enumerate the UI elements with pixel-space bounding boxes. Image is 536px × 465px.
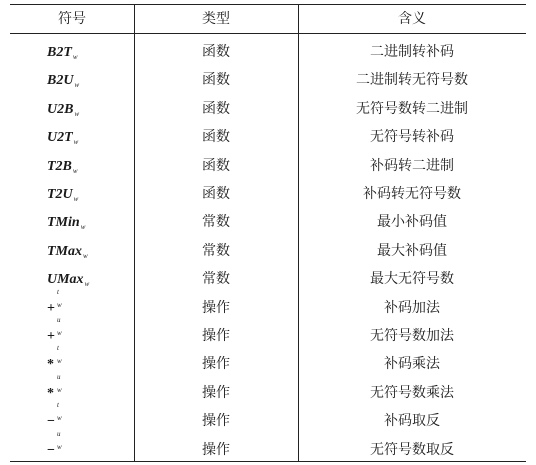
table-header <box>10 5 526 34</box>
table-row-symbol <box>10 344 134 378</box>
table-row-symbol <box>10 316 134 353</box>
table-row-type: 常数 <box>202 271 230 288</box>
operator-symbol <box>47 429 107 465</box>
table-row-symbol <box>10 265 134 293</box>
table-row-meaning: 二进制转无符号数 <box>356 72 468 89</box>
operator-base: − <box>47 442 55 458</box>
table-row-type: 函数 <box>202 72 230 89</box>
table-row-type: 函数 <box>202 44 230 60</box>
symbol-name: T2B <box>47 158 72 174</box>
table-row-meaning: 无符号数乘法 <box>370 384 454 401</box>
table-row-symbol <box>10 208 134 236</box>
operator-superscript: t <box>57 287 59 296</box>
symbol-subscript: w <box>84 280 90 289</box>
table-row-symbol <box>10 429 134 464</box>
operator-subscript: w <box>57 385 62 394</box>
operator-symbol <box>47 372 107 408</box>
operator-base: + <box>47 329 55 344</box>
symbol-name: TMax <box>47 243 82 259</box>
symbol-subscript: w <box>73 195 79 203</box>
operator-superscript: u <box>57 429 61 438</box>
operator-subscript: w <box>57 300 62 309</box>
operator-base: + <box>47 300 55 316</box>
operator-base: − <box>47 414 55 430</box>
symbol-name: U2T <box>47 130 73 146</box>
table-row-type: 操作 <box>202 328 230 344</box>
header-symbol: 符号 <box>58 11 86 27</box>
table-row-symbol <box>10 66 134 94</box>
table-row-meaning: 最小补码值 <box>377 214 447 231</box>
table-row-meaning: 补码转二进制 <box>370 157 454 174</box>
symbol-subscript: w <box>72 53 78 61</box>
table-row-symbol <box>10 372 134 410</box>
operator-symbol <box>47 401 107 436</box>
table-row-type: 操作 <box>202 299 230 316</box>
table-row-meaning: 最大补码值 <box>377 242 447 259</box>
table-row-type: 常数 <box>202 214 230 231</box>
operator-symbol <box>47 287 107 323</box>
operator-subscript: w <box>57 357 62 366</box>
symbol-name: U2B <box>47 101 74 117</box>
table-row-meaning: 补码乘法 <box>384 356 440 373</box>
symbol-subscript: w <box>80 223 86 232</box>
table-row-type: 操作 <box>202 413 230 430</box>
table-row-symbol <box>10 123 134 151</box>
table-row-meaning: 无符号数取反 <box>370 441 454 458</box>
table-row-type: 操作 <box>202 441 230 458</box>
table-row-meaning: 无符号数加法 <box>370 328 454 344</box>
symbol-subscript: w <box>74 109 80 118</box>
operator-subscript: w <box>57 414 62 423</box>
operator-base: * <box>47 357 54 373</box>
operator-superscript: u <box>57 316 61 324</box>
table-row-type: 函数 <box>202 129 230 146</box>
symbol-subscript: w <box>72 166 78 175</box>
operator-superscript: t <box>57 401 59 410</box>
symbol-name: UMax <box>47 272 84 288</box>
symbol-name: B2T <box>47 45 72 60</box>
table-row-symbol <box>10 38 134 66</box>
symbol-subscript: w <box>83 251 88 260</box>
table-row-meaning: 二进制转补码 <box>370 44 454 60</box>
header-meaning: 含义 <box>398 11 426 27</box>
symbol-name: T2U <box>47 187 73 202</box>
table-row-type: 函数 <box>202 157 230 174</box>
table-row-type: 函数 <box>202 100 230 117</box>
table-row-meaning: 无符号转补码 <box>370 129 454 146</box>
table-row-symbol <box>10 237 134 265</box>
table-row-meaning: 最大无符号数 <box>370 271 454 288</box>
table-row-type: 操作 <box>202 384 230 401</box>
table-row-type: 操作 <box>202 356 230 373</box>
table-row-symbol <box>10 152 134 180</box>
operator-symbol <box>47 344 107 379</box>
table-row-meaning: 补码取反 <box>384 413 440 430</box>
table-row-type: 常数 <box>202 242 230 259</box>
operator-superscript: t <box>57 344 59 353</box>
symbol-name: B2U <box>47 73 74 89</box>
table-row-meaning: 无符号数转二进制 <box>356 100 468 117</box>
table-row-symbol <box>10 180 134 208</box>
symbol-subscript: w <box>73 138 79 147</box>
notation-table <box>10 4 526 462</box>
operator-superscript: u <box>57 372 61 381</box>
symbol-subscript: w <box>74 81 80 90</box>
header-type: 类型 <box>202 11 230 27</box>
table-row-symbol <box>10 95 134 123</box>
table-row-meaning: 补码加法 <box>384 299 440 316</box>
operator-subscript: w <box>57 329 62 337</box>
table-row-symbol <box>10 287 134 322</box>
table-row-meaning: 补码转无符号数 <box>363 186 461 202</box>
operator-subscript: w <box>57 442 62 451</box>
table-row-symbol <box>10 401 134 435</box>
operator-base: * <box>47 385 54 401</box>
operator-symbol <box>47 316 107 351</box>
table-row-type: 函数 <box>202 186 230 202</box>
symbol-name: TMin <box>47 215 80 231</box>
